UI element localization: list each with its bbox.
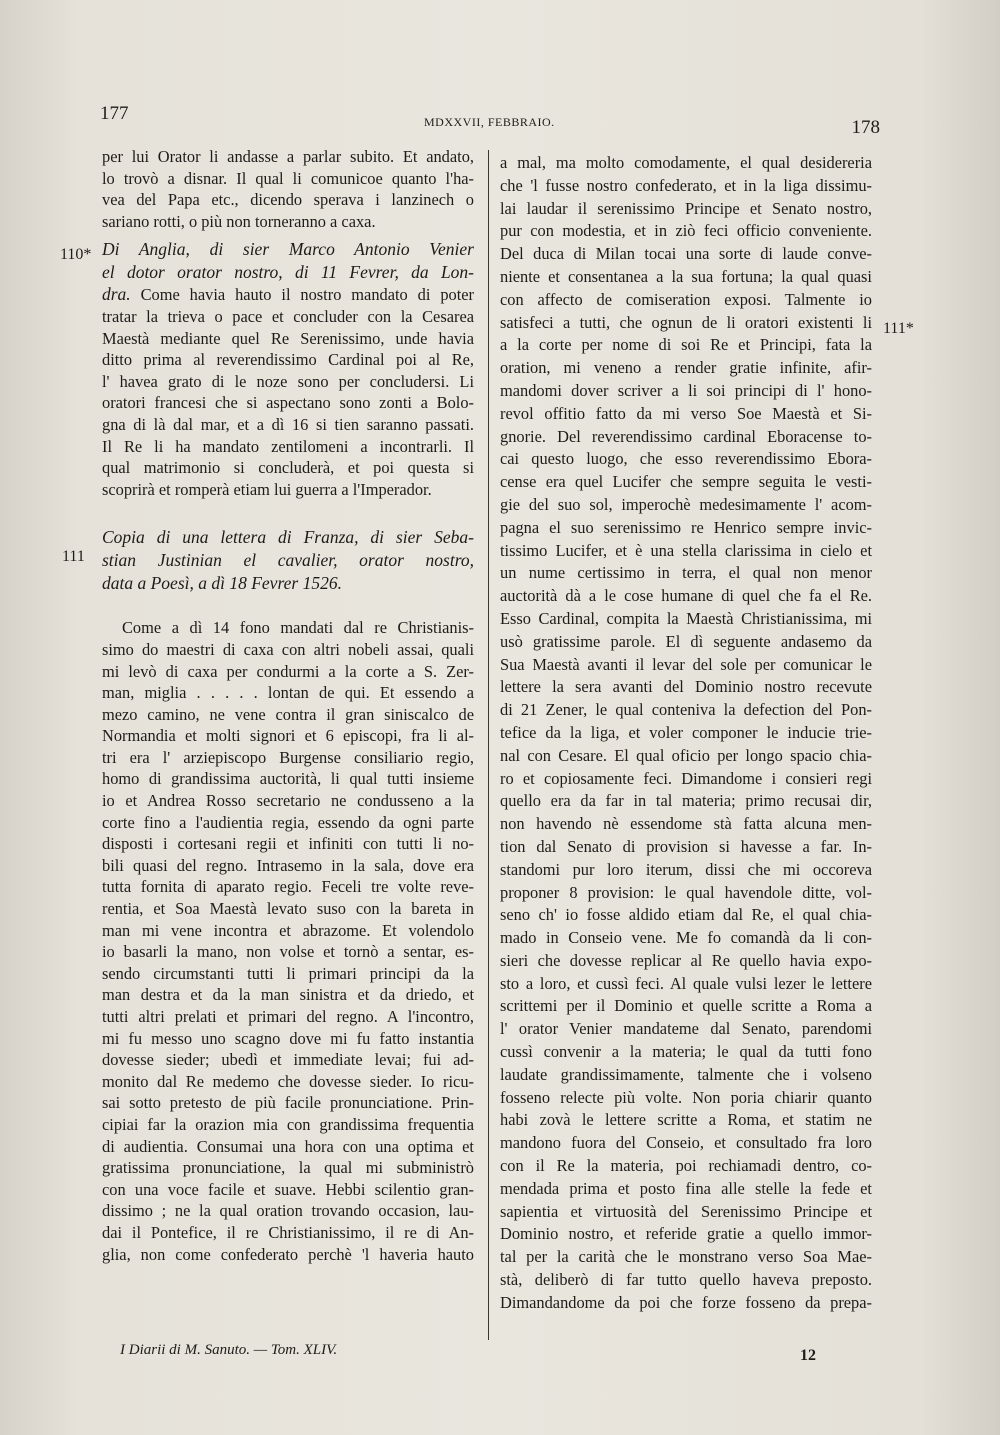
text-line: dovesse sieder; ubedì et immediate levai; fui ad-: [102, 1050, 474, 1070]
text-line: mandono fuora del Conseio, et consultado fra loro: [500, 1133, 872, 1153]
text-line: gie del suo sol, imperochè medesimamente l' acom-: [500, 494, 872, 514]
text-line: qual matrimonio si concluderà, et poi questa si: [102, 458, 474, 478]
text-line: Esso Cardinal, compita la Maestà Christianissima, mi: [500, 608, 872, 628]
text-line: cense era quel Lucifer che sempre seguita le vesti-: [500, 472, 872, 492]
text-line: mi levò di caxa per condurmi a la corte a S. Zer-: [102, 661, 474, 681]
text-line: standomi pur loro iterum, dissi che mi occoreva: [500, 859, 872, 879]
text-line: laudate grandissimamente, talmente che i volseno: [500, 1064, 872, 1084]
text-line: tion dal Senato di provision si havesse a far. In-: [500, 836, 872, 856]
text-line: Dominio nostro, et referide gratie a quello immor-: [500, 1224, 872, 1244]
section-heading-franza: [102, 526, 474, 595]
text-line: un nume certissimo in terra, el qual non menor: [500, 563, 872, 583]
margin-number-111: 111: [62, 548, 85, 565]
text-line: Come a dì 14 fono mandati dal re Christianis-: [122, 618, 474, 638]
text-line: pagna el suo serenissimo re Henrico sempre invic-: [500, 517, 872, 537]
text-fragment: Come havia hauto il nostro mandato di poter: [130, 285, 474, 305]
heading-end: dra.: [102, 284, 131, 305]
text-line: glia, non come confederato perchè 'l haveria hauto: [102, 1244, 474, 1264]
text-line: disposti i cortesani regii et infiniti con tutti li no-: [102, 834, 474, 854]
text-line: man mi vene incontra et abrazome. Et volendolo: [102, 920, 474, 940]
text-line: mandomi dover scriver a li soi principi di l' hono-: [500, 380, 872, 400]
text-line: gna di là dal mar, et a dì 16 si tien saranno passati.: [102, 414, 474, 434]
text-line: cussì convenir a la materia; le qual da tutti fono: [500, 1042, 872, 1062]
right-column: [500, 152, 872, 1315]
column-divider: [488, 150, 489, 1340]
paragraph-3: [102, 617, 474, 1265]
text-line: Il Re li ha mandato zentilomeni a incontrarli. Il: [102, 436, 474, 456]
text-line: sieri che dovesse replicar al Re quello havia expo-: [500, 950, 872, 970]
text-line: vea del Papa etc., dicendo sperava i lanzinech o: [102, 190, 474, 210]
text-line: Sua Maestà avanti il levar del sole per comunicar le: [500, 654, 872, 674]
text-line: habi zovà le lettere scritte a Roma, et statim ne: [500, 1110, 872, 1130]
text-line: simo do maestri di caxa con altri nobeli assai, quali: [102, 639, 474, 659]
left-column: [102, 146, 474, 1265]
text-line: a la corte per nome di soi Re et Principi, fata la: [500, 335, 872, 355]
page-header: [0, 103, 1000, 139]
text-line: homo di grandissima auctorità, li qual tutti insieme: [102, 769, 474, 789]
heading-line: el dotor orator nostro, di 11 Fevrer, da Lon-: [102, 262, 474, 283]
text-line: Maestà mediante quel Re Serenissimo, unde havia: [102, 328, 474, 348]
text-line: l' orator Venier mandateme dal Senato, parendomi: [500, 1019, 872, 1039]
text-line: oration, mi veneno a render gratie infinite, afir-: [500, 358, 872, 378]
page-number-right: 178: [851, 117, 880, 138]
text-line: cipiai far la orazion mia con grandissima frequentia: [102, 1114, 474, 1134]
text-line: con affecto de comiseration exposi. Talmente io: [500, 289, 872, 309]
text-line: lo trovò a disnar. Il qual li comunicoe quanto l'ha-: [102, 168, 474, 188]
text-line: mezo camino, ne vene contra il gran siniscalco de: [102, 704, 474, 724]
text-line: Del duca di Milan tocai una sorte di laude conve-: [500, 244, 872, 264]
text-line: gnorie. Del reverendissimo cardinal Eboracense to-: [500, 426, 872, 446]
text-line: che 'l fusse nostro confederato, et in la liga dissimu-: [500, 175, 872, 195]
text-line: tratar la trieva o pace et concluder con la Cesarea: [102, 306, 474, 326]
text-line: usò gratissime parole. El dì seguente andasemo da: [500, 631, 872, 651]
running-head: MDXXVII, FEBBRAIO.: [424, 115, 555, 129]
text-line: scrittemi per il Dominio et quelle scritte a Roma a: [500, 996, 872, 1016]
text-line: proponer 8 provision: le qual havendole ditte, vol-: [500, 882, 872, 902]
text-line: io basarli la mano, non volse et tornò a sentar, es-: [102, 942, 474, 962]
text-line: sai sotto pretesto de più facile pronunciatione. Prin-: [102, 1093, 474, 1113]
text-line: man destra et da la man sinistra et da driedo, et: [102, 985, 474, 1005]
text-line: di audientia. Consumai una hora con una optima et: [102, 1136, 474, 1156]
text-line: con una voce facile et suave. Hebbi scilentio gran-: [102, 1179, 474, 1199]
margin-number-110: 110*: [60, 246, 92, 263]
text-line: Normandia et molti signori et 6 episcopi, fra li al-: [102, 726, 474, 746]
text-line: io et Andrea Rosso secretario ne condusseno a la: [102, 791, 474, 811]
margin-number-111-star: 111*: [883, 320, 914, 337]
text-line: tissimo Lucifer, et è una stella clarissima in cielo et: [500, 540, 872, 560]
heading-line: data a Poesì, a dì 18 Fevrer 1526.: [102, 573, 342, 594]
text-line: rentia, et Soa Maestà levato suso con la bareta in: [102, 899, 474, 919]
text-line: con il Re la materia, poi rechiamadi dentro, co-: [500, 1156, 872, 1176]
text-line: tal per la carità che le monstrano verso Soa Mae-: [500, 1247, 872, 1267]
text-line: gratissima pronunciatione, la qual mi subministrò: [102, 1158, 474, 1178]
section-heading-anglia: [102, 238, 474, 284]
text-line: mi fu messo uno scagno dove mi fu fatto instantia: [102, 1028, 474, 1048]
text-line: seno ch' io fosse aldido etiam dal Re, el qual chia-: [500, 905, 872, 925]
signature-mark: 12: [800, 1347, 816, 1364]
text-line: revol offitio fatto da mi verso Soe Maestà et Si-: [500, 403, 872, 423]
text-line: l' havea grato di le noze sono per concludersi. Li: [102, 371, 474, 391]
heading-line: Di Anglia, di sier Marco Antonio Venier: [102, 239, 474, 260]
text-line: stà, deliberò di far tutto quello haveva preposto.: [500, 1270, 872, 1290]
text-line: [102, 284, 474, 306]
text-line: ditto prima al reverendissimo Cardinal poi al Re,: [102, 350, 474, 370]
text-line: nal con Cesare. El qual oficio per longo spacio chia-: [500, 745, 872, 765]
text-line: sendo circumstanti tutti li primari principi da la: [102, 963, 474, 983]
text-line: tutta fornita di aparato regio. Feceli tre volte reve-: [102, 877, 474, 897]
text-line: fosseno relecte più volte. Non poria chiarir quanto: [500, 1087, 872, 1107]
text-line: tri era l' arziepiscopo Burgense consiliario regio,: [102, 747, 474, 767]
text-line: dai il Pontefice, il re Christianissimo, il re di An-: [102, 1222, 474, 1242]
text-line: lettere la sera avanti del Dominio nostro recevute: [500, 677, 872, 697]
text-line: scoprirà et romperà etiam lui guerra a l'Imperador.: [102, 479, 432, 499]
text-line: sariano rotti, o più non torneranno a caxa.: [102, 211, 376, 231]
text-line: satisfeci a tutti, che ognun de li oratori existenti li: [500, 312, 872, 332]
text-line: non havendo nè essendome stà fatta alcuna men-: [500, 814, 872, 834]
text-line: dissimo ; ne la qual oration trovando occasion, lau-: [102, 1201, 474, 1221]
paragraph-2: [102, 284, 474, 500]
text-line: per lui Orator li andasse a parlar subito. Et andato,: [102, 147, 474, 166]
footer-title: I Diarii di M. Sanuto. — Tom. XLIV.: [120, 1342, 338, 1358]
text-line: auctorità dà a le cose humane di quel che fa el Re.: [500, 586, 872, 606]
text-line: a mal, ma molto comodamente, el qual desidereria: [500, 153, 872, 172]
page-number-left: 177: [100, 103, 129, 124]
text-line: tutti altri prelati et primari del regno. A l'incontro,: [102, 1007, 474, 1026]
text-line: mendada prima et posto fina alle stelle la fede et: [500, 1178, 872, 1198]
text-line: cai questo luogo, che esso reverendissimo Ebora-: [500, 449, 872, 469]
text-line: di 21 Zener, le qual conteniva la defection del Pon-: [500, 700, 872, 720]
text-line: bili quasi del regno. Intrasemo in la sala, dove era: [102, 855, 474, 875]
text-line: niente et consentanea a la sua fortuna; la qual quasi: [500, 266, 872, 286]
text-line: lai laudar il serenissimo Principe et Senato nostro,: [500, 198, 872, 218]
text-line: sapientia et virtuosità del Serenissimo Principe et: [500, 1201, 872, 1221]
heading-line: Copia di una lettera di Franza, di sier Seba-: [102, 527, 474, 548]
text-line: oratori francesi che si aspectano sono zonti a Bolo-: [102, 393, 474, 413]
text-line: pur con modestia, et in ziò feci officio conveniente.: [500, 221, 872, 241]
text-line: quello era da far in tal materia; primo recusai dir,: [500, 791, 872, 811]
text-line: ro et copiosamente feci. Dimandome i consieri regi: [500, 768, 872, 788]
heading-line: stian Justinian el cavalier, orator nostro,: [102, 550, 474, 571]
text-line: sto a loro, et cussì feci. Al quale vulsi lezer le lettere: [500, 973, 872, 993]
text-line: man, miglia . . . . . lontan de qui. Et essendo a: [102, 683, 474, 703]
text-line: mado in Conseio vene. Me fo comandà da li con-: [500, 928, 872, 948]
text-line: tefice da la liga, et voler componer le inducie trie-: [500, 722, 872, 742]
text-line: Dimandandome da poi che forze fosseno da prepa-: [500, 1292, 872, 1312]
text-line: corte fino a l'audientia regia, essendo da ogni parte: [102, 812, 474, 832]
paragraph-1: [102, 146, 474, 232]
text-line: monito dal Re medemo che dovesse sieder. Io ricu-: [102, 1071, 474, 1091]
